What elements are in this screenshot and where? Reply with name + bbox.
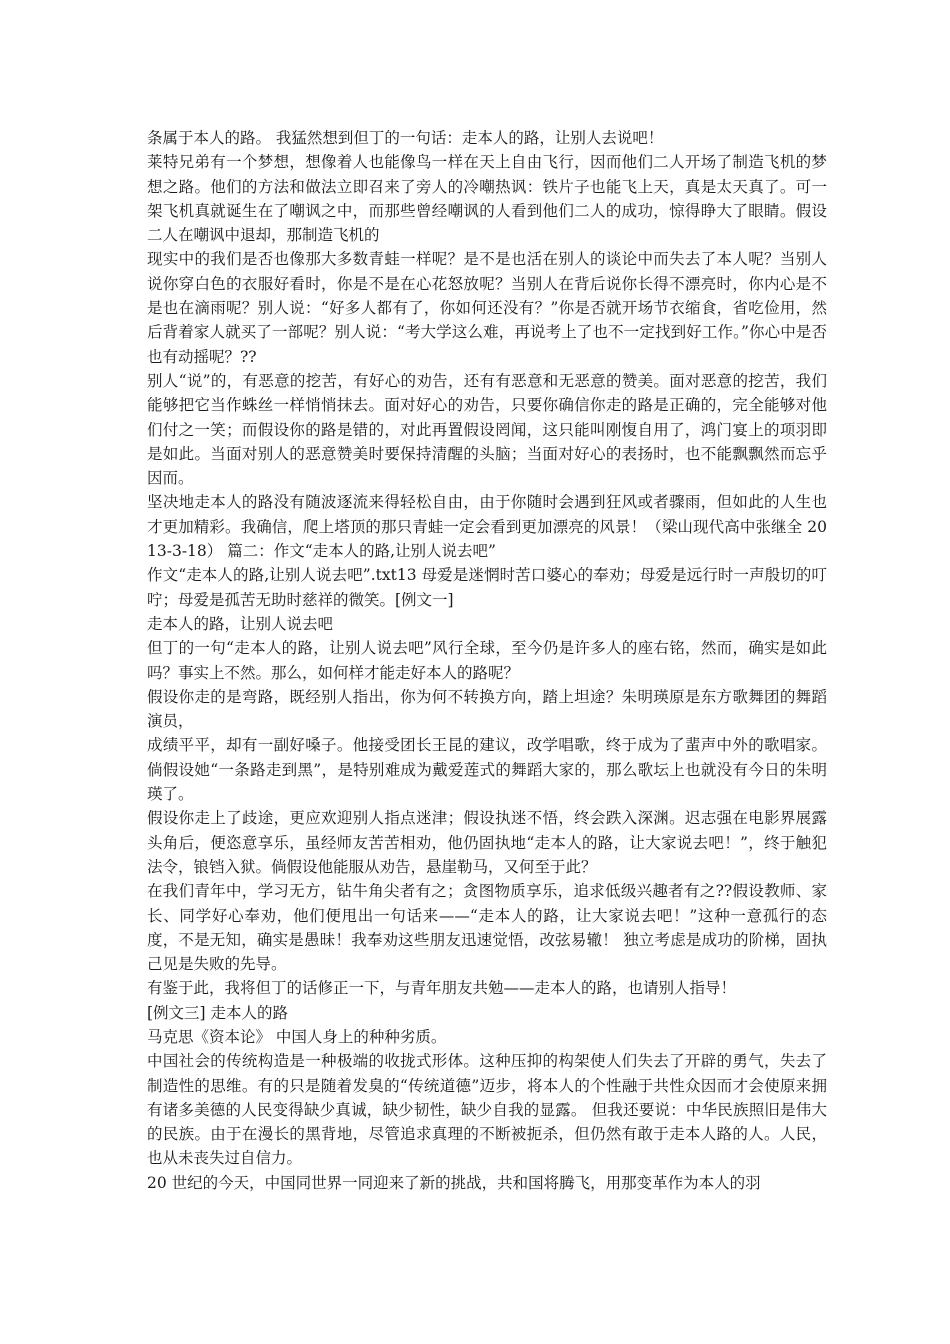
paragraph: 别人“说”的，有恶意的挖苦，有好心的劝告，还有有恶意和无恶意的赞美。面对恶意的挖苦，我们能够把它当作蛛丝一样悄悄抹去。面对好心的劝告，只要你确信你走的路是正确的，完全能够对他们付之一笑；而假设你的路是错的，对此再置假设罔闻，这只能叫刚愎自用了，鸿门宴上的项羽即是如此。当面对别人的恶意赞美时要保持清醒的头脑；当面对好心的表扬时，也不能飘飘然而忘乎因而。 [147,371,827,488]
paragraph: 莱特兄弟有一个梦想，想像着人也能像鸟一样在天上自由飞行，因而他们二人开场了制造飞机的梦想之路。他们的方法和做法立即召来了旁人的冷嘲热讽：铁片子也能飞上天，真是太天真了。可一架飞机真就诞生在了嘲讽之中，而那些曾经嘲讽的人看到他们二人的成功，惊得睁大了眼睛。假设二人在嘲讽中退却，那制造飞机的 [147,153,827,245]
paragraph: 假设你走的是弯路，既经别人指出，你为何不转换方向，踏上坦途？朱明瑛原是东方歌舞团的舞蹈演员， [147,687,827,731]
paragraph: 中国社会的传统构造是一种极端的收拢式形体。这种压抑的构架使人们失去了开辟的勇气，失去了制造性的思维。有的只是随着发臭的“传统道德”迈步，将本人的个性融于共性众因而才会使原来拥有诸多美德的人民变得缺少真诚，缺少韧性，缺少自我的显露。 但我还要说：中华民族照旧是伟大的民族。由于在漫长的黑背地，尽管追求真理的不断被扼杀，但仍然有敢于走本人路的人。人民，也从未丧失过自信力。 [147,1052,827,1168]
paragraph: 走本人的路，让别人说去吧 [147,614,334,633]
document-text-body [147,126,827,1195]
paragraph: 但丁的一句“走本人的路，让别人说去吧”风行全球，至今仍是许多人的座右铭，然而，确实是如此吗？事实上不然。那么，如何样才能走好本人的路呢？ [147,639,827,682]
paragraph: 现实中的我们是否也像那大多数青蛙一样呢？是不是也活在别人的谈论中而失去了本人呢？当别人说你穿白色的衣服好看时，你是不是在心花怒放呢？当别人在背后说你长得不漂亮时，你内心是不是也在滴雨呢？别人说：“好多人都有了，你如何还没有？”你是否就开场节衣缩食，省吃俭用，然后背着家人就买了一部呢？别人说：“考大学这么难，再说考上了也不一定找到好工作。”你心中是否也有动摇呢？?? [147,250,827,366]
paragraph: 假设你走上了歧途，更应欢迎别人指点迷津；假设执迷不悟，终会跌入深渊。迟志强在电影界展露头角后，便恣意享乐，虽经师友苦苦相劝，他仍固执地“走本人的路，让大家说去吧！”，终于触犯法令，锒铛入狱。倘假设他能服从劝告，悬崖勒马，又何至于此？ [147,809,827,876]
paragraph: 条属于本人的路。 我猛然想到但丁的一句话：走本人的路，让别人去说吧！ [147,129,664,147]
paragraph: 成绩平平，却有一副好嗓子。他接受团长王昆的建议，改学唱歌，终于成为了蜚声中外的歌唱家。倘假设她“一条路走到黑”，是特别难成为戴爱莲式的舞蹈大家的，那么歌坛上也就没有今日的朱明瑛了。 [147,736,827,804]
paragraph: 20 世纪的今天，中国同世界一同迎来了新的挑战，共和国将腾飞，用那变革作为本人的羽 [147,1173,761,1192]
paragraph: 坚决地走本人的路没有随波逐流来得轻松自由，由于你随时会遇到狂风或者骤雨，但如此的人生也才更加精彩。我确信，爬上塔顶的那只青蛙一定会看到更加漂亮的风景！（梁山现代高中张继全 2013-3-18） 篇二：作文“走本人的路,让别人说去吧” [147,493,827,561]
paragraph: [例文三] 走本人的路 [147,1003,289,1022]
paragraph: 在我们青年中，学习无方，钻牛角尖者有之；贪图物质享乐，追求低级兴趣者有之??假设教师、家长、同学好心奉劝，他们便甩出一句话来——“走本人的路，让大家说去吧！”这种一意孤行的态度，不是无知，确实是愚昧！我奉劝这些朋友迅速觉悟，改弦易辙！ 独立考虑是成功的阶梯，固执己见是失败的先导。 [147,882,827,974]
paragraph: 马克思《资本论》 中国人身上的种种劣质。 [147,1027,447,1046]
paragraph: 有鉴于此，我将但丁的话修正一下，与青年朋友共勉——走本人的路，也请别人指导！ [147,979,737,998]
paragraph: 作文“走本人的路,让别人说去吧”.txt13 母爱是迷惘时苦口婆心的奉劝；母爱是远行时一声殷切的叮咛；母爱是孤苦无助时慈祥的微笑。[例文一] [147,566,827,609]
